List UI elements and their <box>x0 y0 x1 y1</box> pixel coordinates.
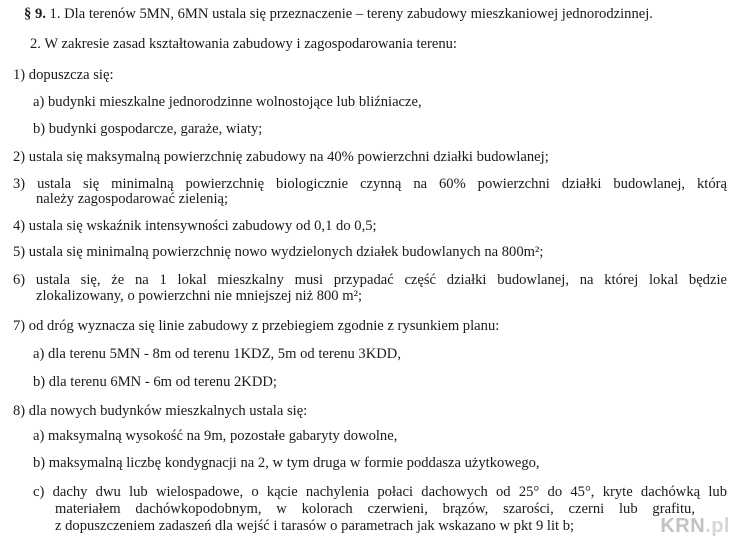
section-intro-2: 2. W zakresie zasad kształtowania zabudowy i zagospodarowania terenu: <box>30 36 457 52</box>
item-8c-line-2: materiałem dachówkopodobnym, w kolorach czerwieni, brązów, szarości, czerni lub grafitu, <box>55 501 695 517</box>
item-2: 2) ustala się maksymalną powierzchnię zabudowy na 40% powierzchni działki budowlanej; <box>13 149 549 165</box>
watermark-suffix: .pl <box>705 515 730 537</box>
item-1b: b) budynki gospodarcze, garaże, wiaty; <box>33 121 263 137</box>
item-1a: a) budynki mieszkalne jednorodzinne wolnostojące lub bliźniacze, <box>33 94 422 110</box>
section-intro-1: 1. Dla terenów 5MN, 6MN ustala się przeznaczenie – tereny zabudowy mieszkaniowej jednorodzinnej. <box>49 6 653 22</box>
section-heading-line <box>24 6 653 23</box>
item-1: 1) dopuszcza się: <box>13 67 114 83</box>
section-number: § 9. <box>24 6 46 22</box>
item-7a: a) dla terenu 5MN - 8m od terenu 1KDZ, 5m od terenu 3KDD, <box>33 346 401 362</box>
item-7b: b) dla terenu 6MN - 6m od terenu 2KDD; <box>33 374 277 390</box>
watermark-brand: KRN <box>660 515 706 537</box>
item-8a: a) maksymalną wysokość na 9m, pozostałe gabaryty dowolne, <box>33 428 398 444</box>
item-3-line-1: 3) ustala się minimalną powierzchnię biologicznie czynną na 60% powierzchni działki budowlanej, którą <box>13 176 727 192</box>
item-3-line-2: należy zagospodarować zielenią; <box>36 191 229 207</box>
item-6-line-1: 6) ustala się, że na 1 lokal mieszkalny musi przypadać część działki budowlanej, na której lokal będzie <box>13 272 727 288</box>
item-7: 7) od dróg wyznacza się linie zabudowy z przebiegiem zgodnie z rysunkiem planu: <box>13 318 500 334</box>
item-8b: b) maksymalną liczbę kondygnacji na 2, w tym druga w formie poddasza użytkowego, <box>33 455 540 471</box>
item-5: 5) ustala się minimalną powierzchnię nowo wydzielonych działek budowlanych na 800m²; <box>13 244 544 260</box>
item-8: 8) dla nowych budynków mieszkalnych ustala się: <box>13 403 308 419</box>
item-8c-line-1: c) dachy dwu lub wielospadowe, o kącie nachylenia połaci dachowych od 25° do 45°, kryte dachówką lub <box>33 484 727 500</box>
item-6-line-2: zlokalizowany, o powierzchni nie mniejszej niż 800 m²; <box>36 288 363 304</box>
watermark-logo <box>660 515 730 538</box>
item-4: 4) ustala się wskaźnik intensywności zabudowy od 0,1 do 0,5; <box>13 218 377 234</box>
item-8c-line-3: z dopuszczeniem zadaszeń dla wejść i tarasów o parametrach jak wskazano w pkt 9 lit b; <box>55 518 575 534</box>
